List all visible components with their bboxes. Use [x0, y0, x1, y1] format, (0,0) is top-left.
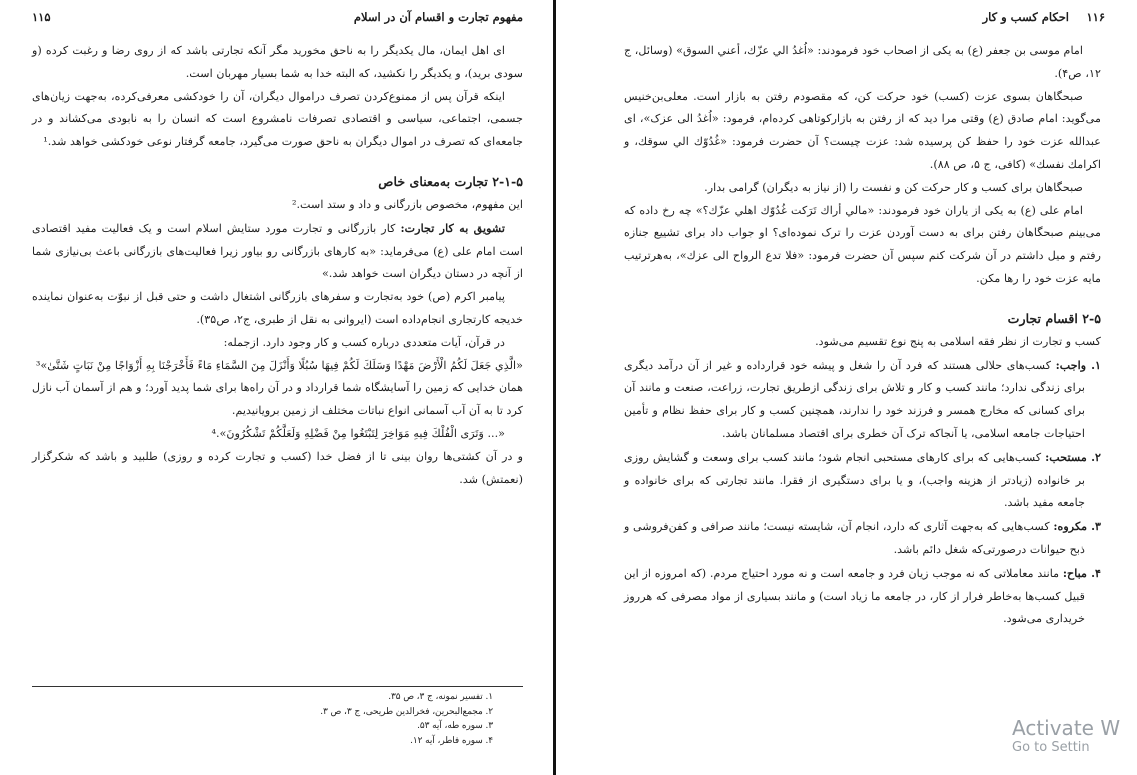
item-term: ۲. مستحب: [1045, 449, 1101, 464]
left-page [0, 0, 553, 775]
footnote-rule [32, 686, 523, 687]
quran-verse: «... وَتَرَى الْفُلْكَ فِيهِ مَوَاخِرَ لِتَبْتَغُوا مِنْ فَضْلِهِ وَلَعَلَّكُمْ تَشْكُرُونَ».⁴ [211, 426, 505, 440]
watermark-line: Activate W [1012, 716, 1121, 740]
right-page [560, 0, 1137, 775]
paragraph: صبحگاهان بسوی عزت (کسب) خود حرکت کن، که مقصودم رفتن به بازار است. معلی‌بن‌خنیس می‌گوید: امام صادق (ع) وقتی مرا دید که از رفتن به بازارکوتاهی کرده‌ام، فرمود: «اُغدُ الی عزک»، ای عبدالله عزت خود را حفظ کن پرسیده شد: عزت چیست؟ آن حضرت فرمود: «غُدُوّك الي سوقك، و اكرامك نفسك» (کافی، ج ۵، ص ۸۸). [624, 89, 1101, 171]
left-page-number: ۱۱۵ [32, 10, 51, 24]
paragraph: در قرآن، آیات متعددی درباره کسب و کار وجود دارد. ازجمله: [223, 335, 505, 349]
item-term: ۳. مکروه: [1053, 519, 1101, 534]
footnote: ۱. تفسیر نمونه، ج ۳، ص ۳۵. [388, 692, 493, 702]
paragraph: همان خدایی که زمین را آسایشگاه شما قرارداد و در آن راه‌ها برای شما پدید آورد؛ و هم از آسمان آب نازل کرد تا به آن آب آسمانی انواع نباتات مختلف از زمین برویانیدیم. [32, 381, 523, 418]
item-text: کسب‌های حلالی هستند که فرد آن را شغل و پیشه خود قرارداده و غیر از آن درآمد دیگری برای زندگی ندارد؛ مانند کسب و کار و تلاش برای زندگی ازطریق تجارت، زراعت، صنعت و مانند آن برای کسانی که مخارج همسر و فرزند خود را ندارند، همچنین کسب و کار برای حفظ نظام و تأمین احتیاجات جامعه اسلامی، یا آنجاکه ترک آن خطری برای اقتصاد مسلمانان باشد. [624, 358, 1085, 440]
footnote: ۲. مجمع‌البحرین، فخرالدین طریحی، ج ۳، ص ۳. [320, 706, 493, 717]
list-item [624, 354, 1101, 446]
watermark-line: Go to Settin [1012, 740, 1090, 755]
item-text: کسب‌هایی که به‌جهت آثاری که دارد، انجام آن، شایسته نیست؛ مانند صرافی و کفن‌فروشی و ذبح حیوانات درصورتی‌که شغل دائم باشد. [624, 520, 1085, 556]
quran-verse: «الَّذِي جَعَلَ لَكُمُ الْأَرْضَ مَهْدًا وَسَلَكَ لَكُمْ فِيهَا سُبُلًا وَأَنْزَلَ مِنَ السَّمَاءِ مَاءً فَأَخْرَجْنَا بِهِ أَزْوَاجًا مِنْ نَبَاتٍ شَتَّىٰ»³ [35, 358, 523, 372]
page-divider [553, 0, 556, 775]
paragraph [32, 217, 523, 286]
item-term: ۴. مباح: [1062, 565, 1102, 580]
item-term: ۱. واجب: [1055, 357, 1101, 372]
right-page-header-title: احکام کسب و کار [982, 10, 1069, 24]
paragraph-text: کار بازرگانی و تجارت مورد ستایش اسلام است و یک فعالیت مفید اقتصادی است امام علی (ع) می‌فرماید: «به کارهای بازرگانی رو بیاور زیرا فعالیت‌های بازرگانی باعث بی‌نیازی شما از آنچه در دستان دیگران است خواهد شد.» [32, 221, 523, 281]
activate-windows-watermark [1012, 716, 1120, 756]
list-item [624, 562, 1101, 631]
footnote: ۴. سوره فاطر، آیه ۱۲. [410, 735, 493, 746]
right-page-number: ۱۱۶ [1086, 10, 1105, 24]
paragraph: ای اهل ایمان، مال یکدیگر را به ناحق مخورید مگر آنکه تجارتی باشد که از روی رضا و رغبت کرده (و سودی برید)، و یکدیگر را نکشید، که البته خدا به شما بسیار مهربان است. [32, 44, 523, 80]
paragraph: و در آن کشتی‌ها روان بینی تا از فضل خدا (کسب و تجارت کرده و روزی) طلبید و باشد که شکرگزار (نعمتش) شد. [32, 449, 523, 486]
left-page-header-title: مفهوم تجارت و اقسام آن در اسلام [353, 10, 523, 24]
section-heading: ۲-۱-۵ تجارت به‌معنای خاص [378, 173, 523, 189]
paragraph: امام علی (ع) به یکی از یاران خود فرمودند: «مالي أراك تَرَكت غُدُوّك اهلي عزّك؟» چه رخ داده که می‌بینم صبحگاهان رفتن برای به دست آوردن عزت را ترک نموده‌ای؟ او جواب داد برای تشییع جنازه رفتم و میل داشتم در آن شرکت کنم سپس آن حضرت فرمود: «فلا تدع الرواح الی عزك»، به‌هرترتیب مایه عزت خود را رها مکن. [624, 203, 1101, 285]
item-text: کسب‌هایی که برای کارهای مستحبی انجام شود؛ مانند کسب برای وسعت و گشایش روزی بر خانواده (زیادتر از هزینه واجب)، و یا برای دستگیری از فقرا. مانند تجارتی که برای خانواده و جامعه مفید باشد. [624, 450, 1085, 510]
paragraph: پیامبر اکرم (ص) خود به‌تجارت و سفرهای بازرگانی اشتغال داشت و حتی قبل از نبوّت به‌عنوان نماینده خدیجه کارتجاری انجام‌داده است (ایروانی به نقل از طبری، ج۲، ص۳۵). [32, 290, 523, 326]
paragraph: کسب و تجارت از نظر فقه اسلامی به پنج نوع تقسیم می‌شود. [815, 334, 1101, 348]
item-text: مانند معاملاتی که نه موجب زیان فرد و جامعه است و نه مورد احتیاج مردم. (که امروزه از این قبیل کسب‌ها به‌خاطر فرار از کار، در جامعه ما زیاد است) و مانند بسیاری از مواد مصرفی که هرروز خریداری می‌شود. [624, 566, 1085, 626]
paragraph: این مفهوم، مخصوص بازرگانی و داد و ستد است.² [291, 197, 523, 211]
list-item [624, 446, 1101, 515]
bold-term: تشویق به کار تجارت: [400, 220, 506, 235]
footnotes [32, 690, 493, 748]
paragraph: امام موسی بن جعفر (ع) به یکی از اصحاب خود فرمودند: «اُغدُ الي عزّك، أعني السوق» (وسائل، ج ۱۲، ص۴). [624, 44, 1101, 80]
right-page-body [624, 40, 1101, 631]
footnote: ۳. سوره طه، آیه ۵۳. [417, 721, 493, 731]
left-page-body [32, 40, 523, 491]
section-heading: ۲-۵ اقسام تجارت [1007, 310, 1101, 326]
list-item [624, 515, 1101, 562]
paragraph: اینکه قرآن پس از ممنوع‌کردن تصرف دراموال دیگران، آن را خودکشی معرفی‌کرده، به‌جهت زیان‌های جسمی، اجتماعی، سیاسی و اقتصادی تصرفات نامشروع است که انسان را به نابودی می‌کشاند و در جامعه‌ای که تصرف در اموال دیگران به ناحق صورت می‌گیرد، جامعه گرفتار نوعی خودکشی خواهد شد.¹ [32, 89, 523, 149]
paragraph: صبحگاهان برای کسب و کار حرکت کن و نفست را (از نیاز به دیگران) گرامی بدار. [704, 180, 1083, 194]
